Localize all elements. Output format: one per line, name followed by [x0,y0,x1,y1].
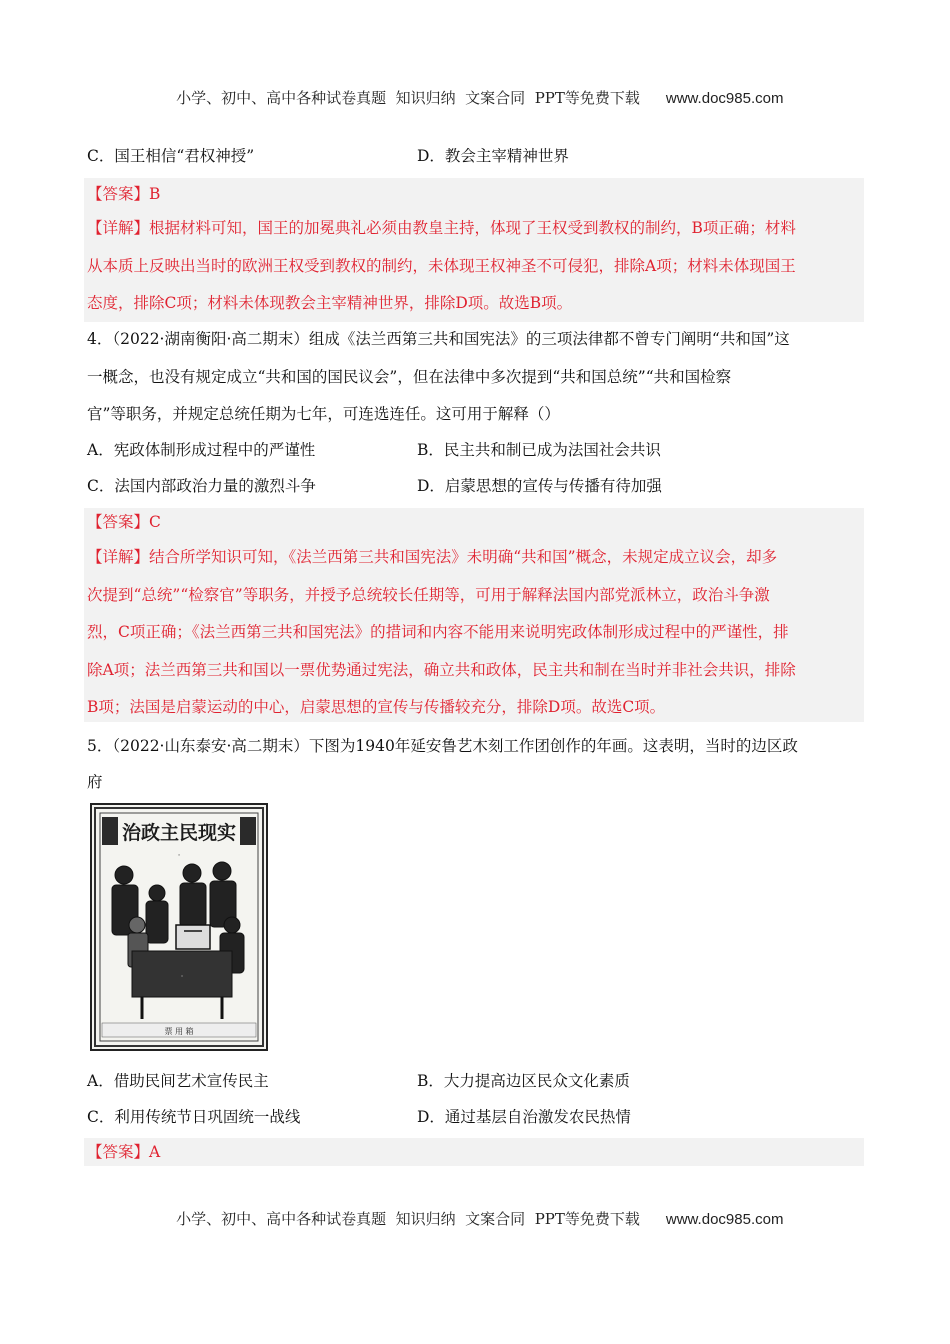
q3-detail-line: 从本质上反映出当时的欧洲王权受到教权的制约，未体现王权神圣不可侵犯，排除A项；材料未体现国王 [87,257,796,275]
ballot-box-icon [176,925,210,949]
q3-option-d: D．教会主宰精神世界 [417,147,569,165]
q4-detail-line: 烈，C项正确；《法兰西第三共和国宪法》的措词和内容不能用来说明宪政体制形成过程中的严谨性，排 [87,623,789,641]
q4-detail-line: 【详解】结合所学知识可知，《法兰西第三共和国宪法》未明确“共和国”概念，未规定成立议会，却多 [87,548,778,566]
q3-option-c: C．国王相信“君权神授” [87,147,255,165]
q4-detail-line: 除A项；法兰西第三共和国以一票优势通过宪法，确立共和政体，民主共和制在当时并非社会共识，排除 [87,661,796,679]
q5-answer: 【答案】A [87,1143,161,1161]
q5-answer-block [84,1138,864,1166]
table-label: · [180,972,184,981]
header-text: 小学、初中、高中各种试卷真题 知识归纳 文案合同 PPT等免费下载 [176,89,640,107]
woodcut-caption: 票 用 箱 [164,1027,194,1036]
q5-stem-line: 府 [87,773,103,791]
q5-option-d: D．通过基层自治激发农民热情 [417,1108,631,1126]
q4-option-d: D．启蒙思想的宣传与传播有待加强 [417,477,662,495]
q3-detail-line: 【详解】根据材料可知，国王的加冕典礼必须由教皇主持，体现了王权受到教权的制约，B项正确；材料 [87,219,796,237]
q4-detail-line: B项；法国是启蒙运动的中心，启蒙思想的宣传与传播较充分，排除D项。故选C项。 [87,698,666,716]
woodcut-illustration [92,805,266,1049]
footer-text: 小学、初中、高中各种试卷真题 知识归纳 文案合同 PPT等免费下载 [176,1210,640,1228]
q4-option-a: A．宪政体制形成过程中的严谨性 [87,441,316,459]
q3-answer: 【答案】B [87,185,161,203]
q4-stem-line: 官”等职务，并规定总统任期为七年，可连选连任。这可用于解释（） [87,405,560,423]
page-header [0,69,950,108]
q5-option-b: B．大力提高边区民众文化素质 [417,1072,630,1090]
woodcut-new-year-painting [90,803,268,1051]
woodcut-subtitle: · [177,851,181,861]
q4-option-b: B．民主共和制已成为法国社会共识 [417,441,661,459]
page-footer [0,1190,950,1229]
woodcut-title: 治政主民现实 [121,822,237,844]
q4-detail-line: 次提到“总统”“检察官”等职务，并授予总统较长任期等，可用于解释法国内部党派林立，政治斗争激 [87,586,770,604]
q4-option-c: C．法国内部政治力量的激烈斗争 [87,477,316,495]
header-site[interactable]: www.doc985.com [665,90,784,107]
q4-answer-block [84,508,864,722]
q5-option-a: A．借助民间艺术宣传民主 [87,1072,269,1090]
q3-detail-line: 态度，排除C项；材料未体现教会主宰精神世界，排除D项。故选B项。 [87,294,573,312]
q4-stem-line: 4．（2022·湖南衡阳·高二期末）组成《法兰西第三共和国宪法》的三项法律都不曾专门阐明“共和国”这 [87,330,790,348]
q5-stem-line: 5．（2022·山东泰安·高二期末）下图为1940年延安鲁艺木刻工作团创作的年画。这表明，当时的边区政 [87,737,798,755]
q5-option-c: C．利用传统节日巩固统一战线 [87,1108,301,1126]
q4-answer: 【答案】C [87,513,161,531]
footer-site[interactable]: www.doc985.com [665,1211,784,1228]
q4-stem-line: 一概念，也没有规定成立“共和国的国民议会”，但在法律中多次提到“共和国总统”“共和国检察 [87,368,732,386]
